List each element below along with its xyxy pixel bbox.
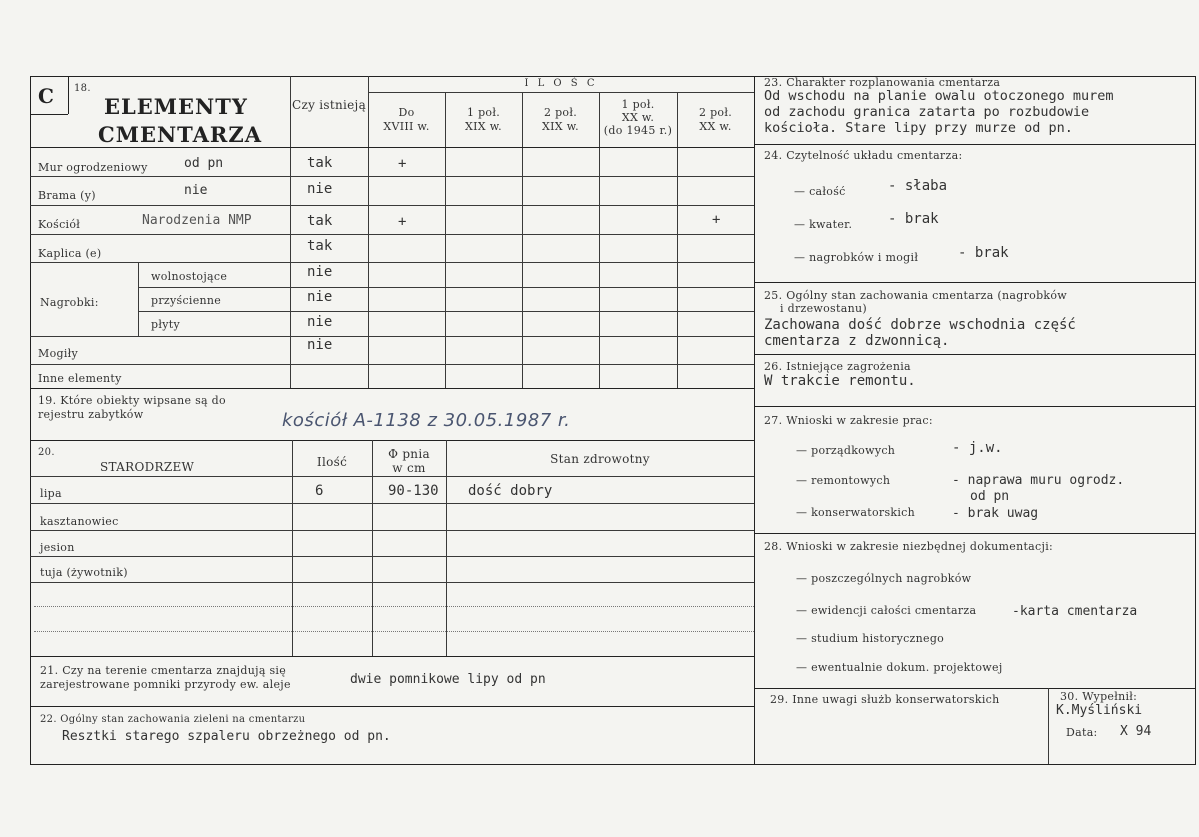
s18-bottom xyxy=(30,388,754,389)
s20-row-line xyxy=(30,582,754,583)
frame-top xyxy=(30,76,1196,77)
s27-porz-value: - j.w. xyxy=(952,440,1003,456)
mur-value: od pn xyxy=(184,156,224,171)
col-p5-left xyxy=(677,92,678,388)
s24-calosc-label: — całość xyxy=(794,185,846,198)
tree-name: jesion xyxy=(40,541,75,554)
s20-header-bottom xyxy=(30,476,754,477)
s19-label-2: rejestru zabytków xyxy=(38,408,144,421)
przy-exists: nie xyxy=(307,289,333,305)
s20-row-line xyxy=(34,606,754,607)
s30-label: 30. Wypełnił: xyxy=(1060,690,1138,703)
col-p2-left xyxy=(445,92,446,388)
s20-row-line xyxy=(30,556,754,557)
s29-label: 29. Inne uwagi służb konserwatorskich xyxy=(770,693,1000,706)
col-ilosc-header: I L O Ś C xyxy=(524,78,598,89)
kosciol-count-p1: + xyxy=(398,214,407,230)
tree-name: tuja (żywotnik) xyxy=(40,566,128,579)
s24-kwater-label: — kwater. xyxy=(794,218,853,231)
s24-label: 24. Czytelność układu cmentarza: xyxy=(764,149,963,162)
s28-item: — ewentualnie dokum. projektowej xyxy=(796,661,1003,674)
kosciol-exists: tak xyxy=(307,213,333,229)
frame-bottom xyxy=(30,764,1196,765)
s20-row-line xyxy=(30,530,754,531)
kosciol-value: Narodzenia NMP xyxy=(142,213,252,228)
s27-rem-value-2: od pn xyxy=(970,489,1010,504)
s23-label: 23. Charakter rozplanowania cmentarza xyxy=(764,76,1001,89)
s27-rem-label: — remontowych xyxy=(796,474,891,487)
s28-item: — poszczególnych nagrobków xyxy=(796,572,972,585)
center-divider xyxy=(754,76,755,764)
s30-date-label: Data: xyxy=(1066,726,1098,739)
s20-col-ilosc xyxy=(292,440,293,656)
tree-count: 6 xyxy=(315,483,324,499)
frame-right xyxy=(1195,76,1196,765)
brama-value: nie xyxy=(184,183,208,198)
s28-item: — ewidencji całości cmentarza xyxy=(796,604,977,617)
s25-bottom xyxy=(754,354,1195,355)
mogily-exists: nie xyxy=(307,337,333,353)
s25-line1: Zachowana dość dobrze wschodnia część xyxy=(764,317,1076,333)
period-5-header: 2 poł. XX w. xyxy=(698,106,733,133)
ilosc-underline xyxy=(368,92,754,93)
s21-bottom xyxy=(30,706,754,707)
s20-number: 20. xyxy=(38,447,55,458)
s23-line1: Od wschodu na planie owalu otoczonego murem xyxy=(764,88,1114,104)
s27-kons-label: — konserwatorskich xyxy=(796,506,916,519)
s24-kwater-value: - brak xyxy=(888,211,939,227)
inne-label: Inne elementy xyxy=(38,372,122,385)
row-line xyxy=(138,311,754,312)
plyty-exists: nie xyxy=(307,314,333,330)
period-2-header: 1 poł. XIX w. xyxy=(465,106,502,133)
c-box-right xyxy=(68,76,69,114)
period-3-header: 2 poł. XIX w. xyxy=(542,106,579,133)
kaplica-exists: tak xyxy=(307,238,333,254)
s22-value: Resztki starego szpaleru obrzeżnego od pn. xyxy=(62,729,391,744)
s23-bottom xyxy=(754,144,1195,145)
s26-value: W trakcie remontu. xyxy=(764,373,916,389)
s27-rem-value-1: - naprawa muru ogrodz. xyxy=(952,473,1125,488)
c-box-bottom xyxy=(30,114,68,115)
tree-diameter: 90-130 xyxy=(388,483,439,499)
s20-col-stan-header: Stan zdrowotny xyxy=(550,452,650,466)
s30-name: K.Myśliński xyxy=(1056,703,1143,718)
tree-name: lipa xyxy=(40,487,62,500)
s24-calosc-value: - słaba xyxy=(888,178,948,194)
header-bottom xyxy=(30,147,754,148)
wolno-exists: nie xyxy=(307,264,333,280)
s26-label: 26. Istniejące zagrożenia xyxy=(764,360,911,373)
s24-nagrobkow-label: — nagrobków i mogił xyxy=(794,251,919,264)
s25-label-2: i drzewostanu) xyxy=(780,302,867,315)
s20-title: STARODRZEW xyxy=(100,460,195,474)
s21-label-1: 21. Czy na terenie cmentarza znajdują się xyxy=(40,664,287,677)
s20-bottom xyxy=(30,656,754,657)
nagrobki-label: Nagrobki: xyxy=(40,296,99,309)
s19-bottom xyxy=(30,440,754,441)
s28-label: 28. Wnioski w zakresie niezbędnej dokumentacji: xyxy=(764,540,1054,553)
s27-kons-value: - brak uwag xyxy=(952,506,1039,521)
s20-col-ilosc-header: Ilość xyxy=(316,455,348,469)
col-p3-left xyxy=(522,92,523,388)
kosciol-label: Kościół xyxy=(38,218,81,231)
przy-label: przyścienne xyxy=(151,294,222,307)
kosciol-count-p5: + xyxy=(712,212,721,228)
s20-col-phi-header: Φ pnia w cm xyxy=(388,447,430,475)
row-line xyxy=(30,176,754,177)
s23-line2: od zachodu granica zatarta po rozbudowie xyxy=(764,104,1090,120)
row-line xyxy=(30,234,754,235)
col-exists-header: Czy istnieją xyxy=(291,98,367,112)
kaplica-label: Kaplica (e) xyxy=(38,247,102,260)
plyty-label: płyty xyxy=(151,318,180,331)
s27-porz-label: — porządkowych xyxy=(796,444,896,457)
brama-exists: nie xyxy=(307,181,333,197)
row-line xyxy=(30,364,754,365)
s23-line3: kościoła. Stare lipy przy murze od pn. xyxy=(764,120,1073,136)
s19-handwritten: kościół A-1138 z 30.05.1987 r. xyxy=(282,410,571,431)
row-line xyxy=(30,336,754,337)
section-letter: C xyxy=(38,84,55,108)
period-4-header: 1 poł. XX w. (do 1945 r.) xyxy=(603,98,673,137)
s28-item: — studium historycznego xyxy=(796,632,945,645)
tree-health: dość dobry xyxy=(468,483,553,499)
s21-label-2: zarejestrowane pomniki przyrody ew. aleje xyxy=(40,678,291,691)
period-1-header: Do XVIII w. xyxy=(383,106,430,133)
s24-bottom xyxy=(754,282,1195,283)
row-line xyxy=(138,287,754,288)
s27-label: 27. Wnioski w zakresie prac: xyxy=(764,414,933,427)
title-line2: CMENTARZA xyxy=(98,122,263,147)
s24-nagrobkow-value: - brak xyxy=(958,245,1009,261)
section-number: 18. xyxy=(74,83,91,94)
mogily-label: Mogiły xyxy=(38,347,79,360)
row-line xyxy=(30,205,754,206)
frame-left xyxy=(30,76,31,765)
s30-date-value: X 94 xyxy=(1120,724,1152,739)
title-line1: ELEMENTY xyxy=(104,94,248,119)
s19-label-1: 19. Które obiekty wipsane są do xyxy=(38,394,226,407)
s22-label: 22. Ogólny stan zachowania zieleni na cmentarzu xyxy=(40,714,306,725)
s28-karta-value: -karta cmentarza xyxy=(1012,604,1138,619)
mur-exists: tak xyxy=(307,155,333,171)
nagrobki-divider xyxy=(138,262,139,336)
s25-line2: cmentarza z dzwonnicą. xyxy=(764,333,950,349)
s29-s30-divider xyxy=(1048,688,1049,764)
s26-bottom xyxy=(754,406,1195,407)
s27-bottom xyxy=(754,533,1195,534)
s20-col-stan xyxy=(446,440,447,656)
col-exists-left xyxy=(290,76,291,388)
s25-label-1: 25. Ogólny stan zachowania cmentarza (nagrobków xyxy=(764,289,1068,302)
s28-bottom xyxy=(754,688,1195,689)
s21-value: dwie pomnikowe lipy od pn xyxy=(350,672,546,687)
mur-count: + xyxy=(398,156,407,172)
tree-name: kasztanowiec xyxy=(40,515,119,528)
s20-row-line xyxy=(34,631,754,632)
mur-label: Mur ogrodzeniowy xyxy=(38,161,148,174)
brama-label: Brama (y) xyxy=(38,189,96,202)
s20-row-line xyxy=(30,503,754,504)
wolno-label: wolnostojące xyxy=(151,270,228,283)
